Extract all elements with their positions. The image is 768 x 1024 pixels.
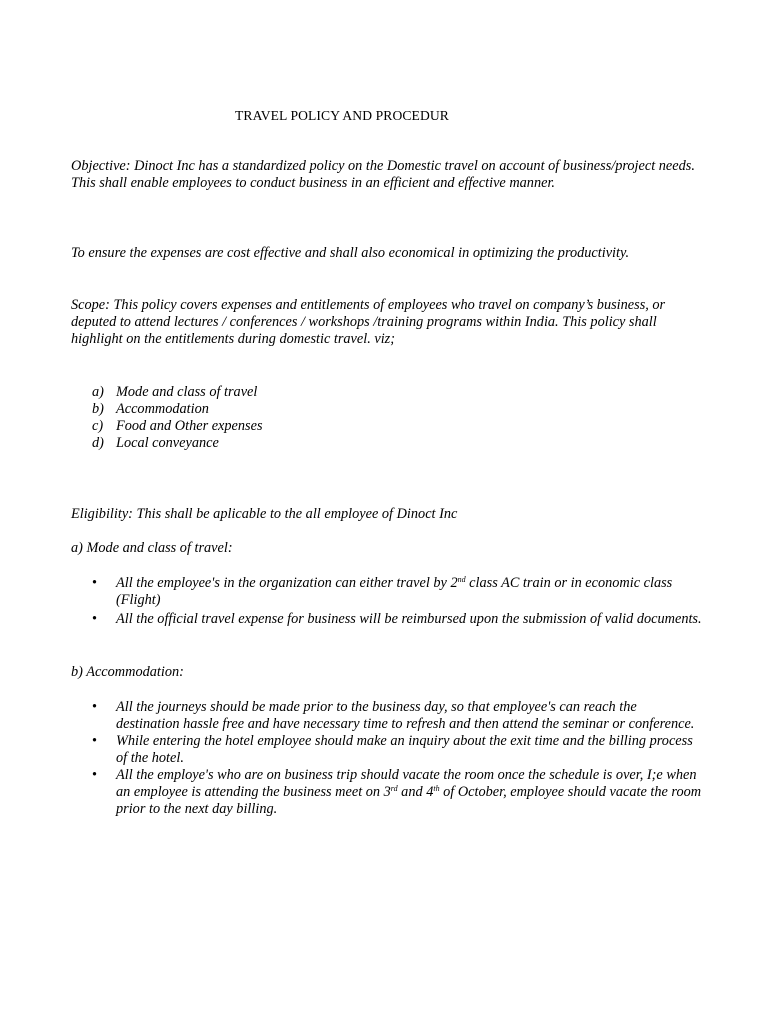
section-a-list: [92, 575, 702, 628]
section-b-list: [92, 699, 702, 818]
bullet-icon: •: [92, 611, 98, 627]
list-item: [92, 733, 702, 767]
list-item: [92, 611, 702, 628]
bullet-icon: •: [92, 699, 98, 715]
list-item-text: All the official travel expense for business will be reimbursed upon the submission of valid documents.: [116, 611, 702, 627]
ensure-paragraph: To ensure the expenses are cost effective and shall also economical in optimizing the productivity.: [71, 245, 630, 261]
scope-list: [92, 384, 692, 452]
section-b-heading: b) Accommodation:: [71, 664, 184, 680]
list-item-text: Food and Other expenses: [116, 418, 263, 434]
list-marker: a): [92, 384, 104, 400]
list-item-text: Mode and class of travel: [116, 384, 258, 400]
bullet-icon: •: [92, 575, 98, 591]
list-item-text: Accommodation: [116, 401, 209, 417]
scope-paragraph: Scope: This policy covers expenses and entitlements of employees who travel on company’s business, or deputed to attend lectures / conferences / workshops /training programs within India. This policy shall highlight on the entitlements during domestic travel. viz;: [71, 297, 666, 347]
list-item: [92, 435, 692, 452]
list-item-text: All the employe's who are on business trip should vacate the room once the schedule is over, I;e when an employee is attending the business meet on 3rd and 4th of October, employee should vacate the room prior to the next day billing.: [116, 767, 702, 817]
list-item: [92, 767, 702, 818]
list-item-text: All the journeys should be made prior to the business day, so that employee's can reach the destination hassle free and have necessary time to refresh and then attend the seminar or conference.: [116, 699, 695, 732]
list-marker: d): [92, 435, 104, 451]
list-marker: c): [92, 418, 104, 434]
list-item-text: All the employee's in the organization can either travel by 2nd class AC train or in economic class (Flight): [116, 575, 673, 608]
list-marker: b): [92, 401, 104, 417]
list-item: [92, 384, 692, 401]
objective-paragraph: Objective: Dinoct Inc has a standardized policy on the Domestic travel on account of business/project needs. This shall enable employees to conduct business in an efficient and effective manner.: [71, 158, 695, 191]
list-item: [92, 575, 702, 609]
bullet-icon: •: [92, 733, 98, 749]
section-a-heading: a) Mode and class of travel:: [71, 540, 233, 556]
list-item-text: Local conveyance: [116, 435, 219, 451]
bullet-icon: •: [92, 767, 98, 783]
list-item: [92, 401, 692, 418]
list-item-text: While entering the hotel employee should make an inquiry about the exit time and the billing process of the hotel.: [116, 733, 693, 766]
list-item: [92, 418, 692, 435]
eligibility-paragraph: Eligibility: This shall be aplicable to the all employee of Dinoct Inc: [71, 506, 458, 522]
list-item: [92, 699, 702, 733]
page-title: TRAVEL POLICY AND PROCEDUR: [235, 108, 449, 123]
